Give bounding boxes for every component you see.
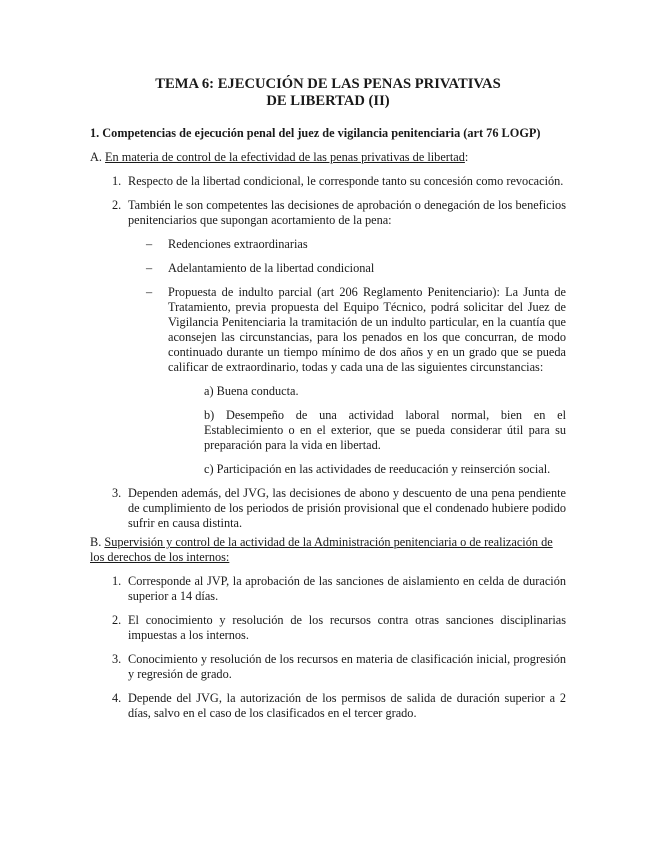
- list-item-number: 1.: [112, 174, 122, 188]
- list-item-number: 3.: [112, 652, 122, 666]
- list-item-text: También le son competentes las decisiones de aprobación o denegación de los beneficios penitenciarios que supongan acortamiento de la pena:: [128, 198, 566, 227]
- section-a-letter: A.: [90, 150, 106, 164]
- list-item-number: 3.: [112, 486, 122, 500]
- list-item: [90, 574, 566, 604]
- condition-item: b) Desempeño de una actividad laboral normal, bien en el Establecimiento o en el exterior, que se pueda considerar útil para su preparación para la vida en libertad.: [204, 408, 566, 452]
- document-title: [90, 76, 566, 110]
- list-item-text: El conocimiento y resolución de los recursos contra otras sanciones disciplinarias impuestas a los internos.: [128, 613, 566, 642]
- list-item-text: Corresponde al JVP, la aprobación de las sanciones de aislamiento en celda de duración superior a 14 días.: [128, 574, 566, 603]
- dash-mark: –: [146, 285, 153, 299]
- sublist-item-text: Propuesta de indulto parcial (art 206 Reglamento Penitenciario): La Junta de Tratamiento, previa propuesta del Equipo Técnico, podrá solicitar del Juez de Vigilancia Penitenciaria la tramitación de un indulto particular, en la cuantía que aconsejen las circunstancias, para los penados en los que concurran, de modo continuado durante un tiempo mínimo de dos años y en un grado que se pueda calificar de extraordinario, todas y cada una de las siguientes circunstancias:: [168, 285, 566, 374]
- benefits-sublist: [128, 237, 566, 477]
- list-item-number: 4.: [112, 691, 122, 705]
- list-item-text: Conocimiento y resolución de los recursos en materia de clasificación inicial, progresión y regresión de grado.: [128, 652, 566, 681]
- list-item-number: 2.: [112, 613, 122, 627]
- list-item: [90, 613, 566, 643]
- list-item: [90, 652, 566, 682]
- list-item: [90, 174, 566, 189]
- list-item-text: Respecto de la libertad condicional, le corresponde tanto su concesión como revocación.: [128, 174, 564, 188]
- sublist-item: [128, 237, 566, 252]
- section-a-heading-text: En materia de control de la efectividad de las penas privativas de libertad: [105, 150, 465, 164]
- title-line-2: DE LIBERTAD (II): [266, 93, 390, 109]
- section-a-heading: [90, 150, 566, 165]
- condition-item: c) Participación en las actividades de reeducación y reinserción social.: [204, 462, 551, 476]
- document-page: [90, 76, 566, 730]
- dash-mark: –: [146, 237, 153, 251]
- conditions-list: [128, 384, 566, 477]
- list-item-number: 1.: [112, 574, 122, 588]
- list-item: [90, 198, 566, 477]
- sublist-item: [128, 285, 566, 477]
- section-1-heading: 1. Competencias de ejecución penal del juez de vigilancia penitenciaria (art 76 LOGP): [90, 126, 541, 140]
- title-line-1: TEMA 6: EJECUCIÓN DE LAS PENAS PRIVATIVAS: [155, 76, 501, 92]
- sublist-item: [128, 261, 566, 276]
- list-item-number: 2.: [112, 198, 122, 212]
- sublist-item-text: Redenciones extraordinarias: [168, 237, 308, 251]
- list-item-text: Dependen además, del JVG, las decisiones de abono y descuento de una pena pendiente de cumplimiento de los periodos de prisión provisional que el condenado hubiere podido sufrir en causa distinta.: [128, 486, 566, 530]
- section-b-letter: B.: [90, 535, 105, 549]
- section-a-colon: :: [464, 150, 469, 164]
- section-b-heading: [90, 535, 566, 565]
- list-item: [90, 486, 566, 531]
- section-a-list: [90, 174, 566, 531]
- section-b-list: [90, 574, 566, 721]
- dash-mark: –: [146, 261, 153, 275]
- condition-item: a) Buena conducta.: [204, 384, 299, 398]
- section-b-heading-text: Supervisión y control de la actividad de la Administración penitenciaria o de realización de los derechos de los internos:: [90, 535, 553, 564]
- list-item: [90, 691, 566, 721]
- sublist-item-text: Adelantamiento de la libertad condicional: [168, 261, 375, 275]
- list-item-text: Depende del JVG, la autorización de los permisos de salida de duración superior a 2 días, salvo en el caso de los clasificados en el tercer grado.: [128, 691, 566, 720]
